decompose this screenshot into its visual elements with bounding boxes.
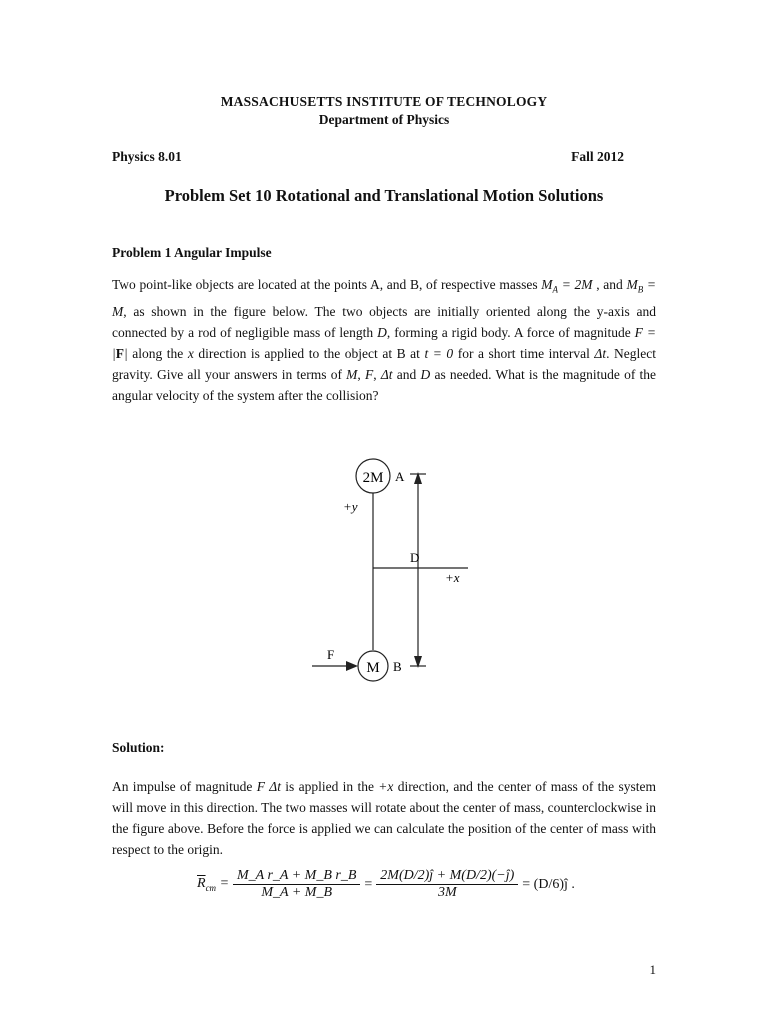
dimension-d-label: D [410,550,420,565]
fraction2-denominator: 3M [437,885,457,900]
statement-text: , as shown in the figure below. The two objects are initially oriented along the y-axis and connected by a rod of negligible mass of length [112,303,656,340]
statement-text: and [603,277,623,292]
statement-text: , [357,366,361,382]
point-b-label: B [393,659,402,674]
problem-heading: Problem 1 Angular Impulse [112,245,272,260]
term-label: Fall 2012 [571,149,624,164]
math-plus-x: +x [378,779,394,794]
statement-text: . Neglect gravity. Give all your answers in terms of [112,345,656,382]
equation-lhs: $\overline{R}_{cm}$ = [197,876,230,893]
fraction2-numerator: 2M(D/2)ĵ + M(D/2)(−ĵ) [376,868,518,885]
mass-b-label: M [366,660,380,676]
math-dt: Δt [594,345,607,361]
statement-text: and [396,366,417,382]
math-force: F = |F| [112,324,656,361]
course-label: Physics 8.01 [112,149,182,164]
equals-sign: = [364,876,373,892]
fraction1-numerator: M_A r_A + M_B r_B [233,868,360,885]
force-arrow-head-icon [346,661,358,671]
solution-sentence: is applied in the [285,779,374,794]
plus-x-label: +x [445,570,460,585]
solution-heading: Solution: [112,740,165,755]
math-d2: D [420,366,431,382]
plus-y-label: +y [343,499,358,514]
page-title: Problem Set 10 Rotational and Translational Motion Solutions [164,186,604,205]
equation-r: $\overline{R}$ [197,876,206,892]
force-label: F [327,647,335,662]
rigid-body-diagram [300,454,468,686]
department-heading: Department of Physics [318,112,450,127]
problem-statement: Two point-like objects are located at the points A, and B, of respective masses $M_A = 2M$ , and $M_B = M$, as shown in the figure below. The two objects are initially oriented along the y-axis and connected by a rod of negligible mass of length D, forming a rigid body. A force of magnitude F = |F| along the x direction is applied to the object at B at t = 0 for a short time interval Δt. Neglect gravity. Give all your answers in terms of M, F, Δt and D as needed. What is the magnitude of the angular velocity of the system after the collision? [112,277,657,403]
math-impulse: F Δt [256,779,281,794]
solution-text [112,776,656,860]
statement-text: direction is applied to the object at B at [198,345,420,361]
equation-result: = (D/6)ĵ . [522,876,575,892]
solution-sentence: An impulse of magnitude [112,779,253,794]
equation-sub: cm [205,882,217,893]
equation-table [196,868,576,901]
statement-text: , forming a rigid body. A force of magnitude [386,324,631,340]
fraction1-denominator: M_A + M_B [261,885,333,900]
mass-a-label: 2M [362,470,384,486]
point-a-label: A [395,469,405,484]
math-x: x [187,345,194,361]
math-ma: $M_A = 2M$ [541,277,593,295]
statement-text: , [373,366,377,382]
math-dt2: Δt [380,366,393,382]
math-m: M [346,366,358,382]
center-of-mass-equation [196,868,576,901]
institution-heading: MASSACHUSETTS INSTITUTE OF TECHNOLOGY [220,94,548,109]
math-d: D [377,324,387,340]
statement-text: along the [132,345,184,361]
page-number: 1 [649,962,656,977]
math-t0: t = 0 [424,345,454,361]
math-f: F [365,366,374,382]
statement-text: Two point-like objects are located at the points A, and B, of respective masses [112,277,538,292]
statement-text: for a short time interval [457,345,590,361]
solution-sentence: direction, and the center of mass of the system will move in this direction. The two masses will rotate about the center of mass, counterclockwise in the figure above. Before the force is applied we can calculate the position of the center of mass with respect to the origin. [112,779,656,857]
statement-text: as needed. What is the magnitude of the angular velocity of the system after the collision? [112,366,657,403]
math-mb: $M_B = M$ [112,277,656,319]
